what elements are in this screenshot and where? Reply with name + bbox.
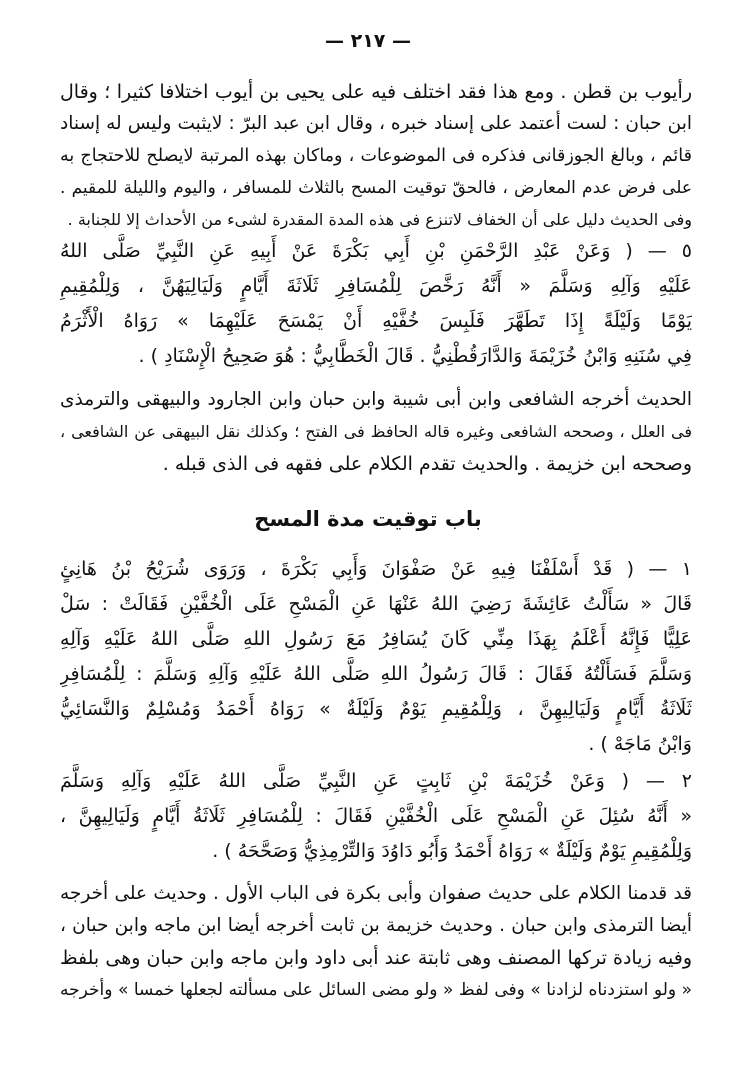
text-line: قائم ، وبالغ الجوزقانى فذكره فى الموضوعات ، وماكان بهذه المرتبة لايصلح للاحتجاج به bbox=[60, 146, 692, 166]
text-line: رأيوب بن قطن . ومع هذا فقد اختلف فيه على يحيى بن أيوب اختلافا كثيرا ؛ وقال bbox=[60, 81, 692, 103]
text-line: على فرض عدم المعارض ، فالحقّ توقيت المسح بالثلاث للمسافر ، واليوم والليلة للمقيم . bbox=[60, 178, 692, 198]
hadith-line: قَالَ « سَأَلْتُ عَائِشَةَ رَضِيَ اللهُ عَنْهَا عَنِ الْمَسْحِ عَلَى الْخُفَّيْنِ فَقَالَتْ : سَلْ bbox=[60, 593, 692, 615]
hadith-line: عَلَيْهِ وَآلِهِ وَسَلَّمَ « أَنَّهُ رَخَّصَ لِلْمُسَافِرِ ثَلَاثَةَ أَيَّامٍ وَلَيَالِيَهُنَّ ، وَلِلْمُقِيمِ bbox=[60, 275, 692, 297]
commentary-paragraph-2 bbox=[60, 384, 692, 480]
hadith-line: وَابْنُ مَاجَهْ ) . bbox=[588, 733, 692, 755]
commentary-paragraph-3 bbox=[60, 878, 692, 1006]
text-line: وفى الحديث دليل على أن الخفاف لاتنزع فى هذه المدة المقدرة لشىء من الأحداث إلا للجنابة . bbox=[67, 210, 692, 229]
hadith-line: عَلِيًّا فَإِنَّهُ أَعْلَمُ بِهَذَا مِنِّي كَانَ يُسَافِرُ مَعَ رَسُولِ اللهِ صَلَّى اللهُ عَلَيْهِ وَآلِهِ bbox=[60, 628, 692, 650]
text-line: أيضا الترمذى وابن حبان . وحديث خزيمة بن ثابت أخرجه أيضا ابن ماجه وابن حبان ، bbox=[60, 915, 692, 936]
hadith-line: ٢ — ( وَعَنْ خُزَيْمَةَ بْنِ ثَابِتٍ عَنِ النَّبِيِّ صَلَّى اللهُ عَلَيْهِ وَآلِهِ وَسَلَّمَ bbox=[60, 770, 692, 792]
hadith-line: « أَنَّهُ سُئِلَ عَنِ الْمَسْحِ عَلَى الْخُفَّيْنِ فَقَالَ : لِلْمُسَافِرِ ثَلَاثَةُ أَيَّامٍ وَلَيَالِيهِنَّ ، bbox=[60, 805, 692, 827]
hadith-2 bbox=[60, 764, 692, 869]
text-line: « ولو استزدناه لزادنا » وفى لفظ « ولو مضى السائل على مسألته لجعلها خمسا » وأخرجه bbox=[60, 980, 692, 1000]
text-line: قد قدمنا الكلام على حديث صفوان وأبى بكرة فى الباب الأول . وحديث على أخرجه bbox=[60, 883, 692, 904]
hadith-5 bbox=[60, 234, 692, 374]
text-line: وفيه زيادة تركها المصنف وهى ثابتة عند أبى داود وابن ماجه وابن حبان وهى بلفظ bbox=[60, 947, 692, 969]
chapter-heading: باب توقيت مدة المسح bbox=[254, 507, 482, 531]
hadith-line: ١ — ( قَدْ أَسْلَفْنَا فِيهِ عَنْ صَفْوَانَ وَأَبِي بَكْرَةَ ، وَرَوَى شُرَيْحُ بْنُ هَانِئٍ bbox=[60, 558, 692, 580]
page-number: — ٢١٧ — bbox=[324, 30, 412, 52]
text-line: الحديث أخرجه الشافعى وابن أبى شيبة وابن حبان وابن الجارود والبيهقى والترمذى bbox=[60, 389, 692, 410]
hadith-line: ٥ — ( وَعَنْ عَبْدِ الرَّحْمَنِ بْنِ أَبِي بَكْرَةَ عَنْ أَبِيهِ عَنِ النَّبِيِّ صَلَّى اللهُ bbox=[60, 240, 692, 262]
hadith-line: وَسَلَّمَ فَسَأَلْتُهُ فَقَالَ : قَالَ رَسُولُ اللهِ صَلَّى اللهُ عَلَيْهِ وَآلِهِ وَسَلَّمَ : لِلْمُسَافِرِ bbox=[60, 663, 692, 685]
hadith-line: فِي سُنَنِهِ وَابْنُ خُزَيْمَةَ وَالدَّارَقُطْنِيُّ . قَالَ الْخَطَّابِيُّ : هُوَ صَحِيحُ الْإِسْنَادِ ) . bbox=[138, 345, 692, 367]
hadith-1 bbox=[60, 552, 692, 762]
text-line: فى العلل ، وصححه الشافعى وغيره قاله الحافظ فى الفتح ؛ وكذلك نقل البيهقى عن الشافعى ، bbox=[60, 422, 692, 441]
text-line: وصححه ابن خزيمة . والحديث تقدم الكلام على فقهه فى الذى قبله . bbox=[162, 453, 692, 475]
hadith-line: يَوْمًا وَلَيْلَةً إِذَا تَطَهَّرَ فَلَبِسَ خُفَّيْهِ أَنْ يَمْسَحَ عَلَيْهِمَا » رَوَاهُ الْأَثْرَمُ bbox=[60, 310, 692, 332]
text-line: ابن حبان : لست أعتمد على إسناد خبره ، وقال ابن عبد البرّ : لايثبت وليس له إسناد bbox=[60, 113, 692, 134]
hadith-line: ثَلَاثَةُ أَيَّامٍ وَلَيَالِيهِنَّ ، وَلِلْمُقِيمِ يَوْمٌ وَلَيْلَةٌ » رَوَاهُ أَحْمَدُ وَمُسْلِمٌ وَالنَّسَائِيُّ bbox=[60, 698, 692, 720]
commentary-paragraph-1 bbox=[60, 76, 692, 236]
hadith-line: وَلِلْمُقِيمِ يَوْمٌ وَلَيْلَةٌ » رَوَاهُ أَحْمَدُ وَأَبُو دَاوُدَ وَالتِّرْمِذِيُّ وَصَحَّحَهُ ) . bbox=[212, 840, 692, 862]
